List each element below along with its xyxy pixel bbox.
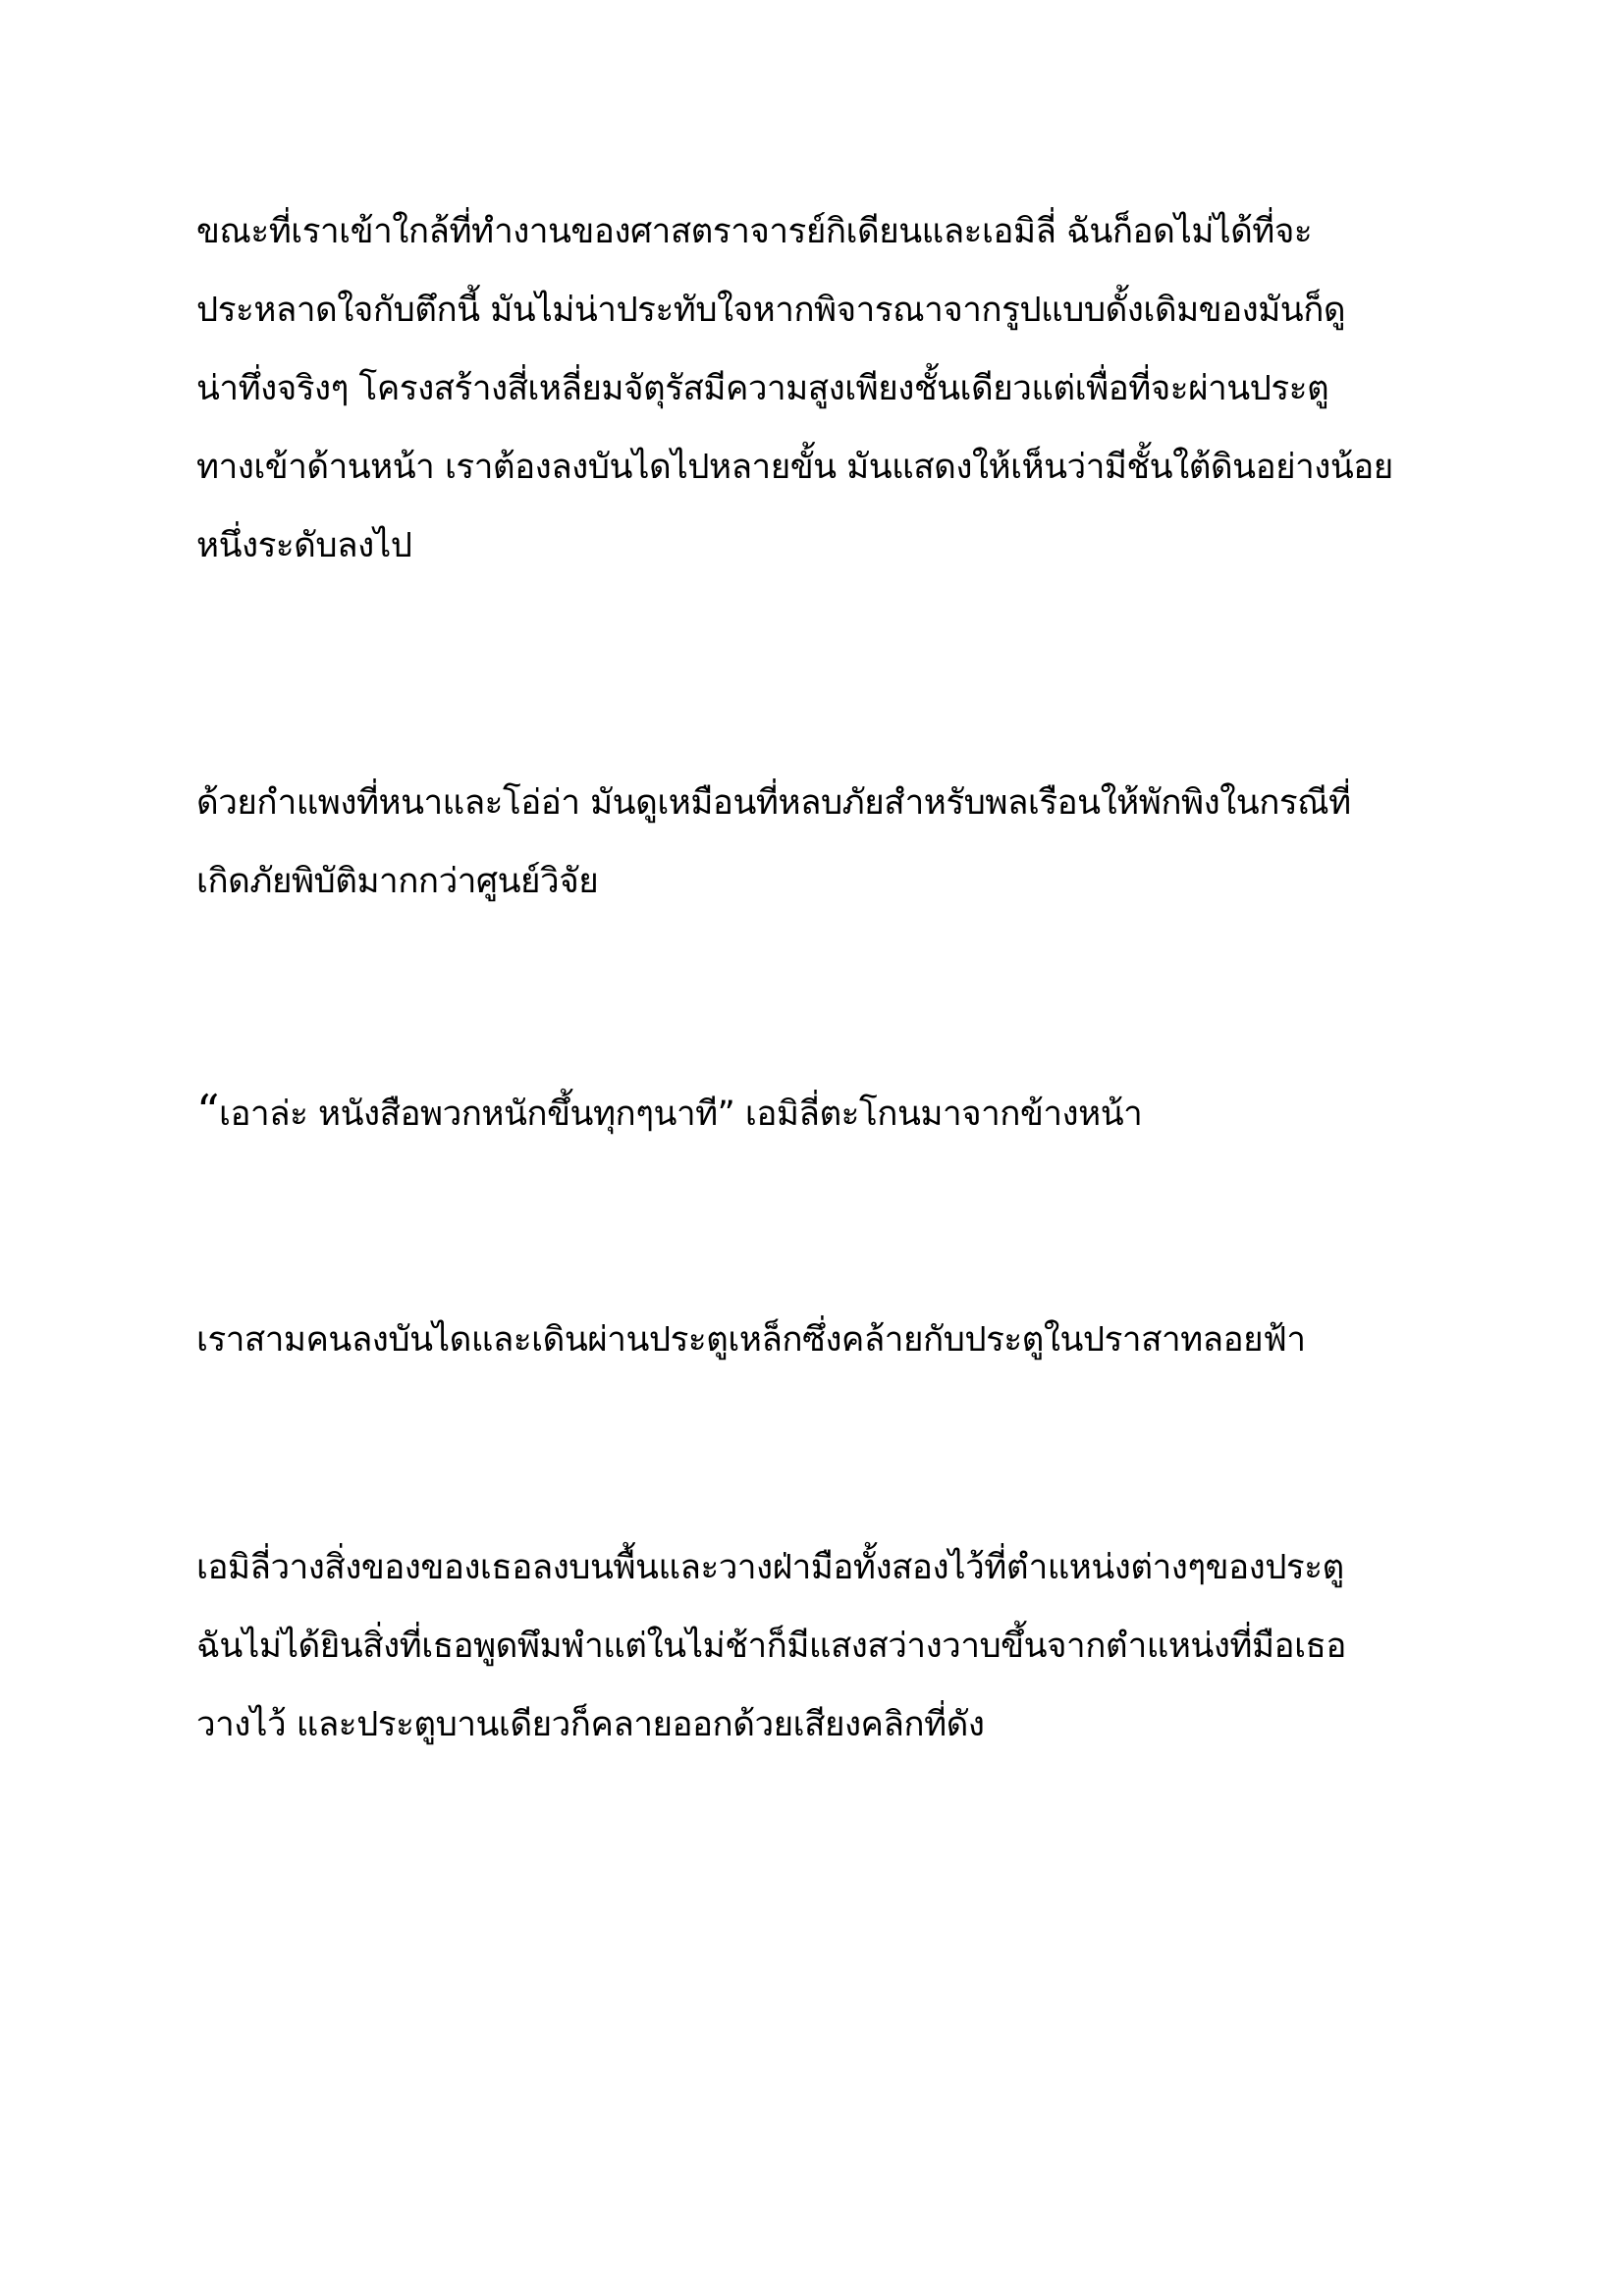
text-line: เกิดภัยพิบัติมากกว่าศูนย์วิจัย [196, 862, 599, 901]
paragraph-thick-walls [196, 764, 1492, 921]
paragraph-approach-building [196, 192, 1492, 585]
text-line: ด้วยกำแพงที่หนาและโอ่อ่า มันดูเหมือนที่หลบภัยสำหรับพลเรือนให้พักพิงในกรณีที่ [196, 783, 1351, 823]
text-line: ประหลาดใจกับตึกนี้ มันไม่น่าประทับใจหากพิจารณาจากรูปแบบดั้งเดิมของมันก็ดู [196, 291, 1346, 330]
text-line: วางไว้ และประตูบานเดียวก็คลายออกด้วยเสียงคลิกที่ดัง [196, 1705, 985, 1744]
dialogue-text: เอาล่ะ หนังสือพวกหนักขึ้นทุกๆนาที” เอมิลี่ตะโกนมาจากข้างหน้า [219, 1095, 1143, 1134]
open-quote-mark: “ [196, 1085, 220, 1138]
paragraph-iron-door [196, 1301, 1492, 1379]
text-line: เอมิลี่วางสิ่งของของเธอลงบนพื้นและวางฝ่ามือทั้งสองไว้ที่ตำแหน่งต่างๆของประตู [196, 1548, 1344, 1587]
paragraph-door-unlock [196, 1528, 1492, 1764]
text-line [196, 1072, 1492, 1150]
text-line: เราสามคนลงบันไดและเดินผ่านประตูเหล็กซึ่งคล้ายกับประตูในปราสาทลอยฟ้า [196, 1320, 1306, 1360]
paragraph-emily-shout [196, 1072, 1492, 1150]
text-line: น่าทึ่งจริงๆ โครงสร้างสี่เหลี่ยมจัตุรัสมีความสูงเพียงชั้นเดียวแต่เพื่อที่จะผ่านประตู [196, 369, 1329, 408]
text-line: ทางเข้าด้านหน้า เราต้องลงบันไดไปหลายขั้น มันแสดงให้เห็นว่ามีชั้นใต้ดินอย่างน้อย [196, 448, 1393, 487]
text-line: ขณะที่เราเข้าใกล้ที่ทำงานของศาสตราจารย์กิเดียนและเอมิลี่ ฉันก็อดไม่ได้ที่จะ [196, 212, 1313, 251]
text-line: หนึ่งระดับลงไป [196, 526, 412, 565]
text-line: ฉันไม่ได้ยินสิ่งที่เธอพูดพึมพำแต่ในไม่ช้าก็มีแสงสว่างวาบขึ้นจากตำแหน่งที่มือเธอ [196, 1627, 1346, 1666]
